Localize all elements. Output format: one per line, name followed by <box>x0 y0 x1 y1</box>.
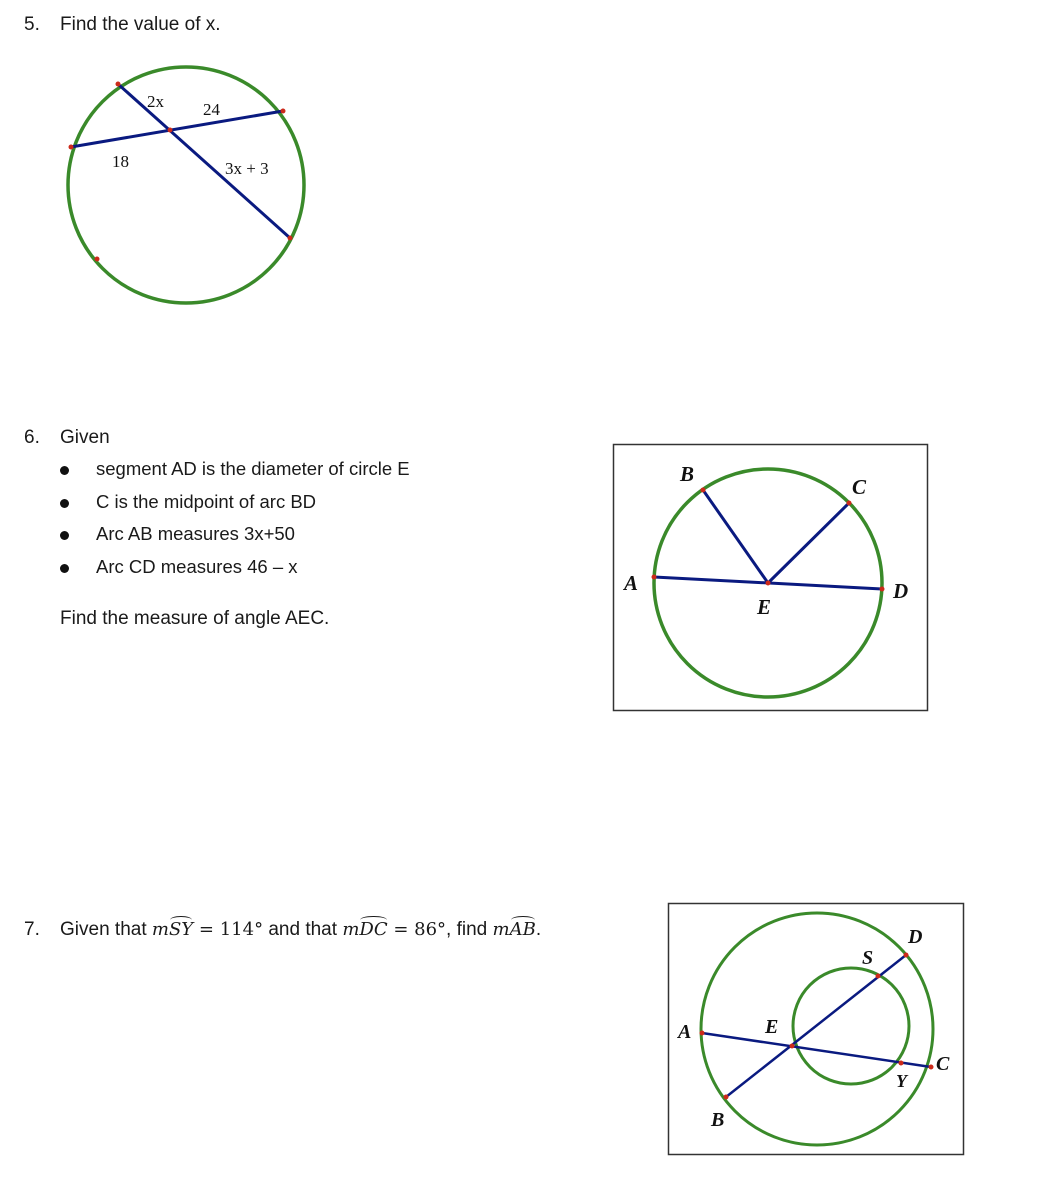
q6-label-b: B <box>680 462 695 486</box>
q7-eq2: = 86° <box>387 919 447 940</box>
q5-intersection-point <box>168 128 173 133</box>
q6-question: Find the measure of angle AEC. <box>60 608 330 629</box>
q7-end: . <box>535 919 542 940</box>
q7-arc1: SY <box>168 919 194 940</box>
q7-point-c <box>929 1065 934 1070</box>
q5-prompt: Find the value of x. <box>60 14 221 35</box>
q7-point-d <box>904 953 909 958</box>
q6-given-item: Arc CD measures 46 – x <box>60 556 410 589</box>
q5-diagram <box>68 67 304 303</box>
q7-arc2: DC <box>359 919 388 940</box>
q7-m3: m <box>492 919 510 940</box>
q7-middle: and that <box>263 919 343 940</box>
q5-point <box>95 257 100 262</box>
q7-point-y <box>899 1061 904 1066</box>
q5-point <box>281 109 286 114</box>
q5-point <box>116 82 121 87</box>
q7-outer-circle <box>701 913 933 1145</box>
q7-label-y: Y <box>896 1071 907 1091</box>
q7-inner-circle <box>793 968 909 1084</box>
q7-m1: m <box>151 919 169 940</box>
q7-secant-ac <box>702 1033 931 1067</box>
q6-point-e <box>766 581 771 586</box>
q6-label-c: C <box>852 475 867 499</box>
q5-circle <box>68 67 304 303</box>
q7-point-a <box>700 1031 705 1036</box>
q6-point-a <box>652 575 657 580</box>
q7-m2: m <box>342 919 360 940</box>
q7-eq1: = 114° <box>193 919 264 940</box>
q5-label-18: 18 <box>112 152 129 171</box>
q6-point-d <box>880 587 885 592</box>
q7-label-c: C <box>936 1053 950 1075</box>
q5-number: 5. <box>24 14 40 35</box>
q6-diagram <box>614 445 928 711</box>
q5-chord-2 <box>71 111 283 147</box>
q7-point-e <box>790 1044 795 1049</box>
q6-given-item: C is the midpoint of arc BD <box>60 491 410 524</box>
q7-label-a: A <box>678 1021 692 1043</box>
q7-diagram <box>669 904 964 1155</box>
q6-label-e: E <box>757 595 772 619</box>
q5-label-2x: 2x <box>147 92 164 111</box>
q5-point <box>288 236 293 241</box>
q7-label-e: E <box>765 1016 779 1038</box>
q6-given-item: segment AD is the diameter of circle E <box>60 458 410 491</box>
q7-label-d: D <box>908 926 923 948</box>
q7-label-b: B <box>711 1109 725 1131</box>
q7-label-s: S <box>862 947 874 969</box>
q7-point-s <box>876 974 881 979</box>
q6-label-a: A <box>624 571 639 595</box>
q7-number: 7. <box>24 919 40 940</box>
q7-prefix: Given that <box>60 919 152 940</box>
q5-point <box>69 145 74 150</box>
q6-label-d: D <box>893 579 909 603</box>
q7-point-b <box>724 1095 729 1100</box>
q5-label-3x3: 3x + 3 <box>225 159 269 178</box>
q6-radius-ec <box>768 503 849 583</box>
q6-number: 6. <box>24 427 40 448</box>
q6-radius-eb <box>703 490 768 583</box>
q7-find: , find <box>446 919 493 940</box>
q6-given-item: Arc AB measures 3x+50 <box>60 523 410 556</box>
q6-point-b <box>701 488 706 493</box>
q5-label-24: 24 <box>203 100 220 119</box>
q6-heading: Given <box>60 427 110 448</box>
q6-point-c <box>847 501 852 506</box>
q7-arc3: AB <box>509 919 536 940</box>
